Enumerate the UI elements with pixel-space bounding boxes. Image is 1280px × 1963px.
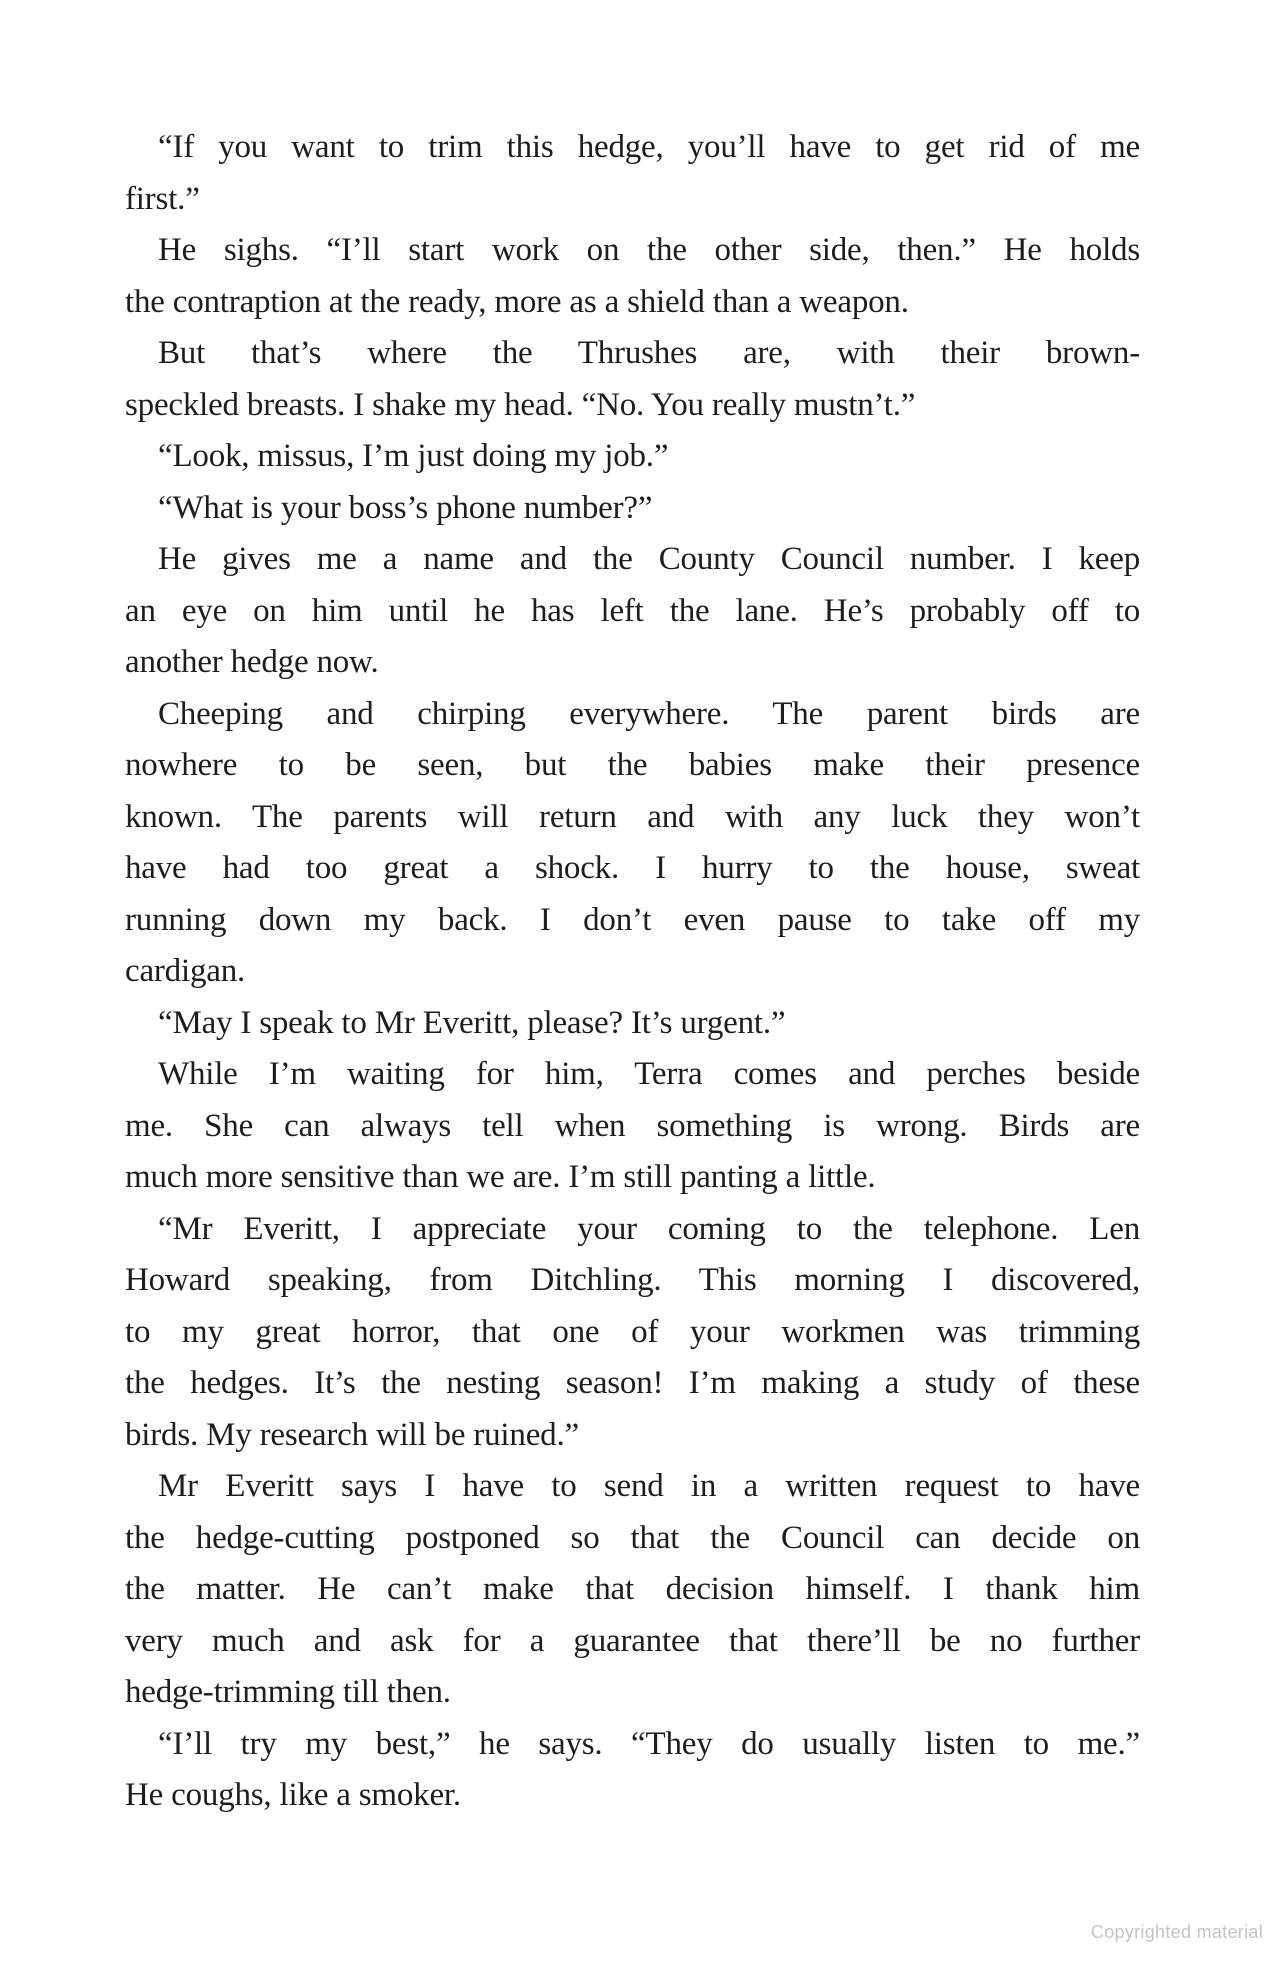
text-line: “I’ll try my best,” he says. “They do usually listen to me.” <box>158 1725 1140 1762</box>
text-line: me. She can always tell when something is wrong. Birds are <box>125 1107 1140 1144</box>
text-line: very much and ask for a guarantee that there’ll be no further <box>125 1622 1140 1659</box>
text-line: But that’s where the Thrushes are, with their brown- <box>158 335 1140 371</box>
text-line: “Mr Everitt, I appreciate your coming to the telephone. Len <box>158 1210 1140 1247</box>
text-line: speckled breasts. I shake my head. “No. You really mustn’t.” <box>125 386 916 423</box>
text-line: the hedges. It’s the nesting season! I’m making a study of these <box>125 1365 1140 1401</box>
text-line: known. The parents will return and with any luck they won’t <box>125 798 1140 835</box>
text-line: to my great horror, that one of your workmen was trimming <box>125 1313 1140 1350</box>
copyright-notice: Copyrighted material <box>1090 1922 1263 1942</box>
text-column <box>125 122 1140 1822</box>
text-line: an eye on him until he has left the lane. He’s probably off to <box>125 592 1140 629</box>
text-line: “What is your boss’s phone number?” <box>158 489 653 526</box>
text-line: Mr Everitt says I have to send in a written request to have <box>158 1468 1140 1504</box>
text-line: “Look, missus, I’m just doing my job.” <box>158 438 669 474</box>
text-line: running down my back. I don’t even pause to take off my <box>125 901 1140 938</box>
text-line: hedge-trimming till then. <box>125 1674 451 1710</box>
text-line: birds. My research will be ruined.” <box>125 1416 579 1453</box>
text-line: much more sensitive than we are. I’m still panting a little. <box>125 1159 876 1195</box>
text-line: He gives me a name and the County Council number. I keep <box>158 541 1140 577</box>
text-line: Cheeping and chirping everywhere. The parent birds are <box>158 695 1140 732</box>
text-line: the contraption at the ready, more as a shield than a weapon. <box>125 283 909 320</box>
text-line: cardigan. <box>125 953 246 989</box>
text-line: the hedge-cutting postponed so that the Council can decide on <box>125 1519 1140 1556</box>
text-line: Howard speaking, from Ditchling. This morning I discovered, <box>125 1262 1140 1298</box>
text-line: another hedge now. <box>125 644 379 680</box>
text-line: nowhere to be seen, but the babies make their presence <box>125 747 1140 783</box>
text-line: He sighs. “I’ll start work on the other side, then.” He holds <box>158 232 1140 268</box>
text-line: He coughs, like a smoker. <box>125 1777 461 1813</box>
text-line: While I’m waiting for him, Terra comes and perches beside <box>158 1056 1140 1092</box>
text-line: “If you want to trim this hedge, you’ll have to get rid of me <box>158 129 1140 165</box>
text-line: “May I speak to Mr Everitt, please? It’s urgent.” <box>158 1004 786 1041</box>
text-line: first.” <box>125 180 200 217</box>
text-line: the matter. He can’t make that decision himself. I thank him <box>125 1571 1140 1607</box>
text-line: have had too great a shock. I hurry to the house, sweat <box>125 850 1140 886</box>
